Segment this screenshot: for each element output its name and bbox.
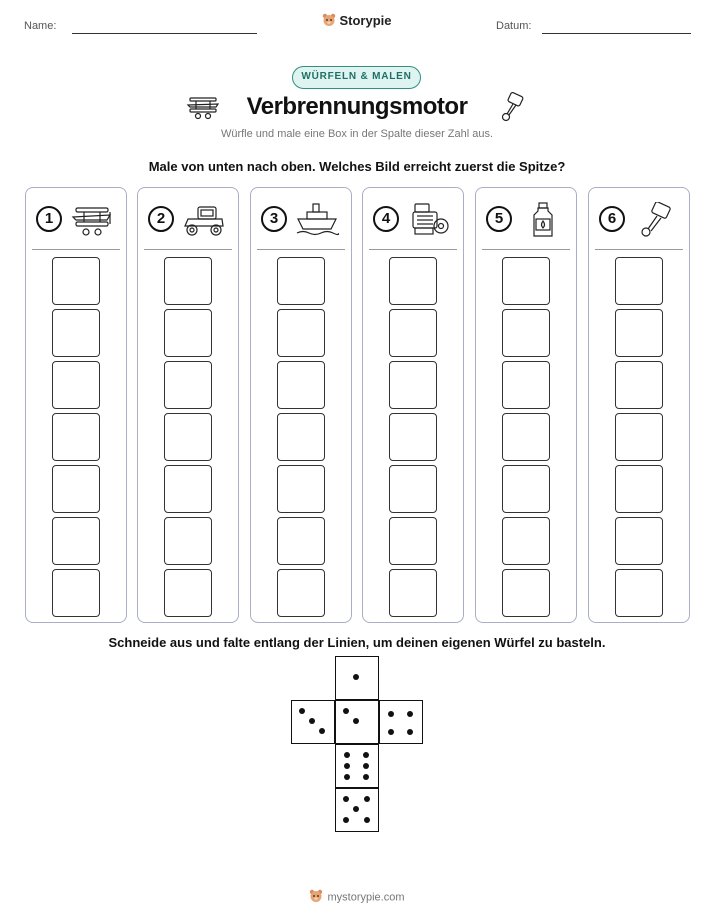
biplane-icon [70, 202, 114, 238]
die-pip [364, 796, 370, 802]
die-pip [353, 674, 359, 680]
column-divider [482, 249, 570, 250]
color-box[interactable] [164, 517, 212, 565]
color-box[interactable] [615, 309, 663, 357]
date-line[interactable] [542, 33, 691, 34]
die-pip [364, 817, 370, 823]
column-3 [250, 187, 352, 623]
color-box[interactable] [502, 569, 550, 617]
color-box[interactable] [52, 309, 100, 357]
bear-logo-icon [322, 13, 336, 30]
die-face-left [291, 700, 335, 744]
date-label: Datum: [496, 20, 532, 32]
column-number: 5 [486, 206, 512, 232]
name-line[interactable] [72, 33, 257, 34]
color-box[interactable] [615, 569, 663, 617]
die-pip [407, 711, 413, 717]
die-pip [388, 729, 394, 735]
color-box[interactable] [615, 517, 663, 565]
color-box[interactable] [52, 413, 100, 461]
color-box[interactable] [502, 361, 550, 409]
die-face-right [379, 700, 423, 744]
color-box[interactable] [389, 465, 437, 513]
brand-name: Storypie [339, 13, 392, 28]
color-box[interactable] [615, 465, 663, 513]
color-box[interactable] [389, 257, 437, 305]
color-box[interactable] [52, 517, 100, 565]
instruction-text: Male von unten nach oben. Welches Bild erreicht zuerst die Spitze? [148, 159, 566, 174]
color-box[interactable] [615, 361, 663, 409]
column-divider [595, 249, 683, 250]
color-box[interactable] [615, 413, 663, 461]
die-pip [343, 708, 349, 714]
oil-bottle-icon [520, 202, 564, 238]
die-pip [363, 774, 369, 780]
column-number: 2 [148, 206, 174, 232]
color-box[interactable] [277, 517, 325, 565]
cut-instruction: Schneide aus und falte entlang der Linien, um deinen eigenen Würfel zu basteln. [108, 635, 606, 650]
color-box[interactable] [164, 413, 212, 461]
color-box[interactable] [389, 517, 437, 565]
column-number: 4 [373, 206, 399, 232]
column-divider [144, 249, 232, 250]
column-divider [32, 249, 120, 250]
color-box[interactable] [389, 413, 437, 461]
color-box[interactable] [164, 257, 212, 305]
color-box[interactable] [615, 257, 663, 305]
die-pip [388, 711, 394, 717]
color-box[interactable] [164, 361, 212, 409]
color-box[interactable] [277, 309, 325, 357]
color-box[interactable] [502, 257, 550, 305]
die-pip [353, 806, 359, 812]
color-box[interactable] [389, 309, 437, 357]
column-divider [257, 249, 345, 250]
die-pip [344, 752, 350, 758]
footer-url[interactable]: mystorypie.com [327, 891, 405, 904]
color-box[interactable] [502, 517, 550, 565]
name-label: Name: [24, 20, 57, 32]
die-pip [343, 796, 349, 802]
subtitle: Würfle und male eine Box in der Spalte dieser Zahl aus. [220, 128, 494, 140]
page-title: Verbrennungsmotor [246, 93, 468, 120]
die-pip [319, 728, 325, 734]
color-box[interactable] [277, 257, 325, 305]
die-pip [407, 729, 413, 735]
column-1 [25, 187, 127, 623]
color-box[interactable] [277, 465, 325, 513]
color-box[interactable] [277, 413, 325, 461]
die-face-center [335, 700, 379, 744]
color-box[interactable] [52, 361, 100, 409]
color-box[interactable] [389, 569, 437, 617]
column-divider [369, 249, 457, 250]
steamboat-icon [295, 202, 339, 238]
piston-icon [500, 92, 524, 127]
engine-icon [407, 202, 451, 238]
bear-logo-icon [309, 889, 323, 906]
vintage-car-icon [182, 202, 226, 238]
color-box[interactable] [164, 569, 212, 617]
color-box[interactable] [52, 569, 100, 617]
die-pip [343, 817, 349, 823]
footer [0, 889, 714, 906]
brand-logo [0, 13, 714, 30]
die-pip [363, 763, 369, 769]
die-face-top [335, 656, 379, 700]
color-box[interactable] [502, 309, 550, 357]
piston-icon [633, 202, 677, 238]
color-box[interactable] [502, 413, 550, 461]
column-2 [137, 187, 239, 623]
die-pip [344, 763, 350, 769]
color-box[interactable] [52, 257, 100, 305]
color-box[interactable] [389, 361, 437, 409]
column-6 [588, 187, 690, 623]
die-pip [299, 708, 305, 714]
die-face-back [335, 788, 379, 832]
activity-badge: WÜRFELN & MALEN [292, 66, 421, 89]
column-4 [362, 187, 464, 623]
color-box[interactable] [164, 465, 212, 513]
die-face-bottom [335, 744, 379, 788]
color-box[interactable] [52, 465, 100, 513]
column-5 [475, 187, 577, 623]
color-box[interactable] [502, 465, 550, 513]
column-number: 6 [599, 206, 625, 232]
die-pip [309, 718, 315, 724]
die-pip [363, 752, 369, 758]
color-box[interactable] [277, 361, 325, 409]
color-box[interactable] [277, 569, 325, 617]
die-pip [353, 718, 359, 724]
color-box[interactable] [164, 309, 212, 357]
column-number: 3 [261, 206, 287, 232]
die-pip [344, 774, 350, 780]
column-number: 1 [36, 206, 62, 232]
